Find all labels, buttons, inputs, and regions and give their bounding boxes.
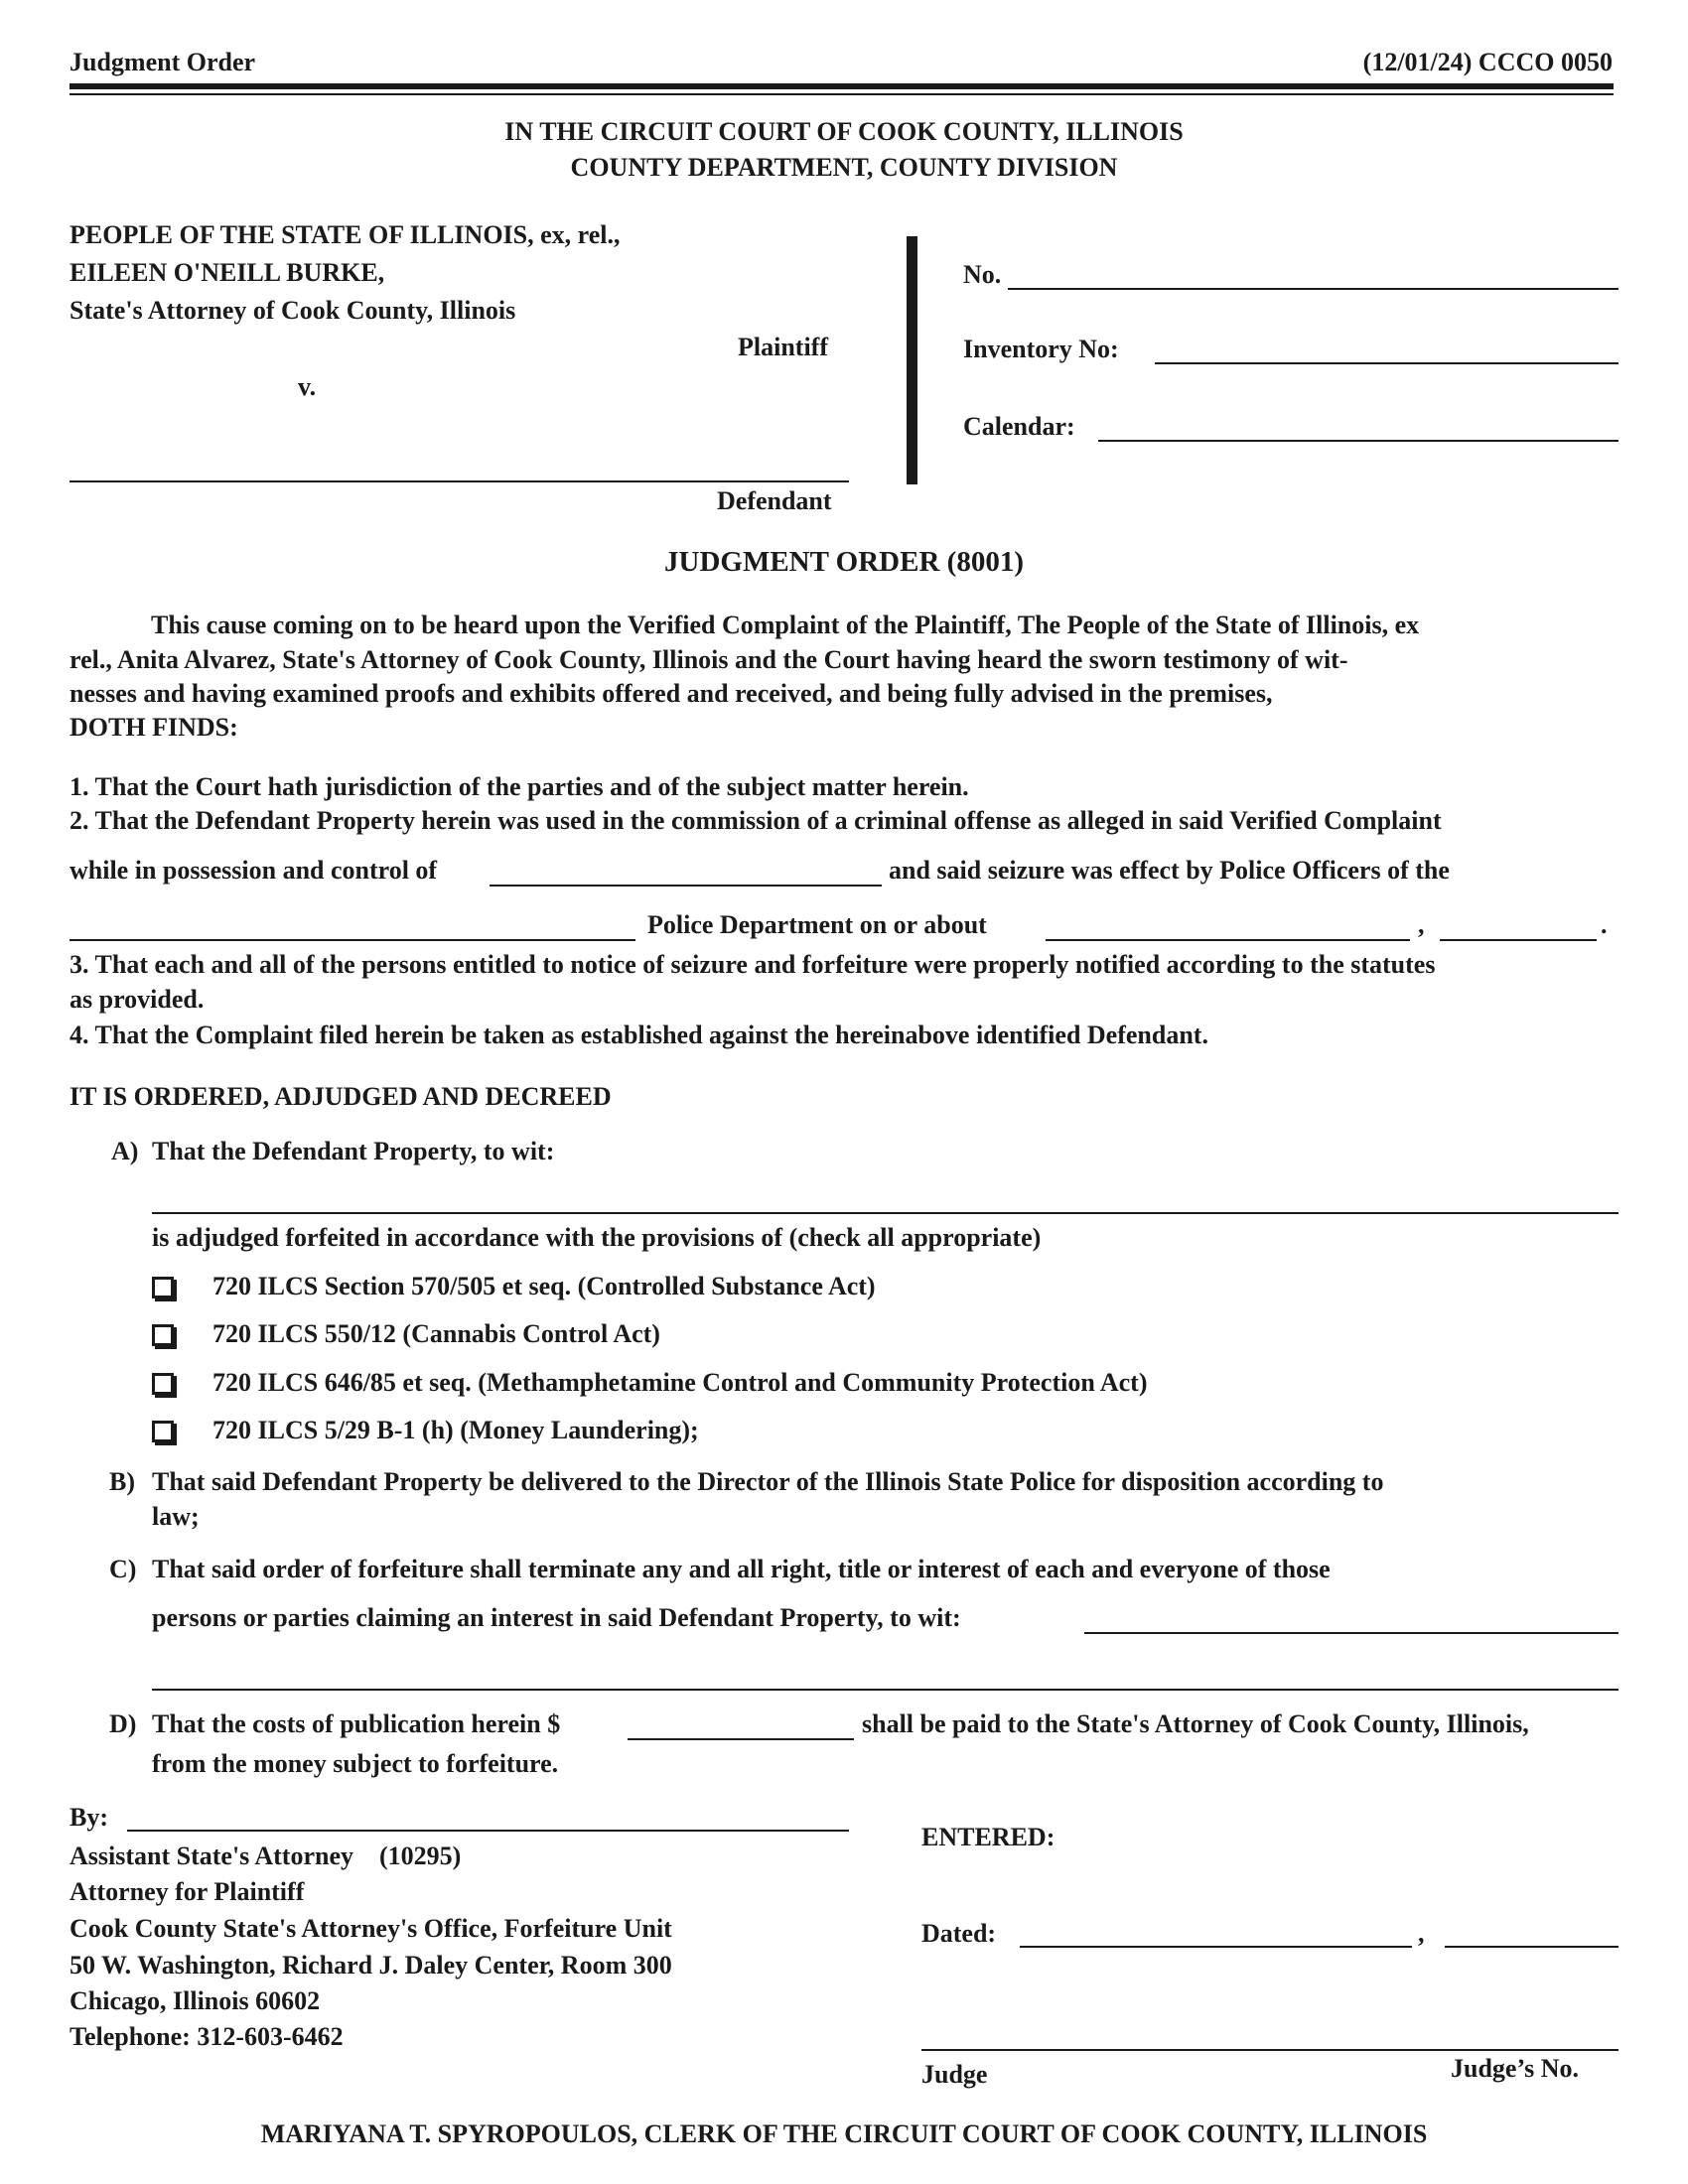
order-b-label: B) [109,1467,135,1496]
order-b-line-2: law; [152,1502,200,1531]
by-label: By: [70,1803,108,1832]
asa-title: Assistant State's Attorney (10295) [70,1842,462,1870]
judge-number-label: Judge’s No. [1451,2054,1580,2083]
plaintiff-line-3: State's Attorney of Cook County, Illinois [70,296,516,325]
plaintiff-line-1: PEOPLE OF THE STATE OF ILLINOIS, ex, rel., [70,220,621,249]
intro-line-1: This cause coming on to be heard upon the Verified Complaint of the Plaintiff, The People of the State of Illinois, ex [151,611,1420,639]
defendant-property-field[interactable] [152,1212,1618,1214]
header-rule-thick [70,83,1614,89]
office-city: Chicago, Illinois 60602 [70,1986,321,2015]
checkbox-methamphetamine[interactable] [152,1373,174,1395]
order-d-text-2: shall be paid to the State's Attorney of Cook County, Illinois, [862,1709,1529,1738]
police-department-field[interactable] [70,939,635,941]
case-number-field[interactable] [1008,288,1618,290]
clerk-footer: MARIYANA T. SPYROPOULOS, CLERK OF THE CIRCUIT COURT OF COOK COUNTY, ILLINOIS [260,2119,1428,2148]
document-title: JUDGMENT ORDER (8001) [664,546,1024,578]
attorney-for: Attorney for Plaintiff [70,1877,305,1906]
office-address: 50 W. Washington, Richard J. Daley Center, Room 300 [70,1951,672,1979]
plaintiff-label: Plaintiff [738,333,828,361]
versus: v. [298,372,317,401]
order-a-text: That the Defendant Property, to wit: [152,1137,555,1165]
finding-4: 4. That the Complaint filed herein be taken as established against the hereinabove identified Defendant. [70,1021,1208,1049]
intro-line-4: DOTH FINDS: [70,713,238,742]
header-rule-thin [70,93,1614,95]
order-d-text: That the costs of publication herein $ [152,1709,561,1738]
seizure-date-comma: , [1418,910,1425,939]
inventory-number-field[interactable] [1155,362,1618,364]
order-a-label: A) [111,1137,139,1165]
case-number-label: No. [963,260,1002,289]
plaintiff-line-2: EILEEN O'NEILL BURKE, [70,258,385,287]
finding-1: 1. That the Court hath jurisdiction of the parties and of the subject matter herein. [70,772,969,801]
order-b-line-1: That said Defendant Property be delivered to the Director of the Illinois State Police for disposition according to [152,1467,1384,1496]
order-a-forfeit-text: is adjudged forfeited in accordance with the provisions of (check all appropriate) [152,1223,1042,1252]
office-telephone: Telephone: 312-603-6462 [70,2022,344,2051]
seizure-date-field[interactable] [1046,939,1410,941]
judge-signature-line[interactable] [921,2049,1618,2051]
finding-2-police-label: Police Department on or about [647,910,987,939]
court-line-1: IN THE CIRCUIT COURT OF COOK COUNTY, ILLINOIS [504,117,1184,146]
order-d-label: D) [109,1709,137,1738]
publication-cost-field[interactable] [628,1738,854,1740]
statute-methamphetamine: 720 ILCS 646/85 et seq. (Methamphetamine Control and Community Protection Act) [212,1368,1148,1397]
dated-label: Dated: [921,1919,997,1948]
intro-line-3: nesses and having examined proofs and exhibits offered and received, and being fully advised in the premises, [70,679,1273,708]
form-code: (12/01/24) CCCO 0050 [1362,48,1613,76]
judge-label: Judge [921,2060,988,2089]
statute-cannabis: 720 ILCS 550/12 (Cannabis Control Act) [212,1319,660,1348]
form-name: Judgment Order [70,48,256,76]
dated-field[interactable] [1020,1946,1412,1948]
defendant-label: Defendant [717,486,832,515]
claimants-field-2[interactable] [152,1689,1618,1691]
order-c-line-2: persons or parties claiming an interest in said Defendant Property, to wit: [152,1603,961,1632]
attorney-signature-line[interactable] [127,1830,849,1832]
entered-label: ENTERED: [921,1823,1055,1851]
defendant-name-line[interactable] [70,480,849,482]
office-name: Cook County State's Attorney's Office, Forfeiture Unit [70,1914,672,1943]
seizure-date-period: . [1601,910,1608,939]
seizure-year-field[interactable] [1440,939,1597,941]
order-d-line-2: from the money subject to forfeiture. [152,1749,559,1778]
statute-controlled-substance: 720 ILCS Section 570/505 et seq. (Controlled Substance Act) [212,1272,876,1300]
court-line-2: COUNTY DEPARTMENT, COUNTY DIVISION [570,153,1118,182]
calendar-field[interactable] [1098,440,1618,442]
dated-comma: , [1418,1919,1425,1948]
order-c-line-1: That said order of forfeiture shall terminate any and all right, title or interest of each and everyone of those [152,1555,1331,1583]
inventory-number-label: Inventory No: [963,335,1119,363]
checkbox-controlled-substance[interactable] [152,1277,174,1298]
statute-money-laundering: 720 ILCS 5/29 B-1 (h) (Money Laundering); [212,1416,699,1444]
finding-2: 2. That the Defendant Property herein was used in the commission of a criminal offense as alleged in said Verified Complaint [70,806,1442,835]
caption-divider [907,236,917,484]
calendar-label: Calendar: [963,412,1075,441]
order-c-label: C) [109,1555,137,1583]
order-heading: IT IS ORDERED, ADJUDGED AND DECREED [70,1082,612,1111]
possession-control-field[interactable] [490,885,882,887]
checkbox-money-laundering[interactable] [152,1421,174,1442]
finding-2-seizure-label: and said seizure was effect by Police Officers of the [889,856,1450,885]
claimants-field-1[interactable] [1084,1632,1618,1634]
dated-year-field[interactable] [1445,1946,1618,1948]
finding-2-possession-label: while in possession and control of [70,856,438,885]
intro-line-2: rel., Anita Alvarez, State's Attorney of Cook County, Illinois and the Court having heard the sworn testimony of wit- [70,645,1348,674]
finding-3-line-2: as provided. [70,985,205,1014]
checkbox-cannabis[interactable] [152,1324,174,1346]
finding-3-line-1: 3. That each and all of the persons entitled to notice of seizure and forfeiture were properly notified according to the statutes [70,950,1436,979]
